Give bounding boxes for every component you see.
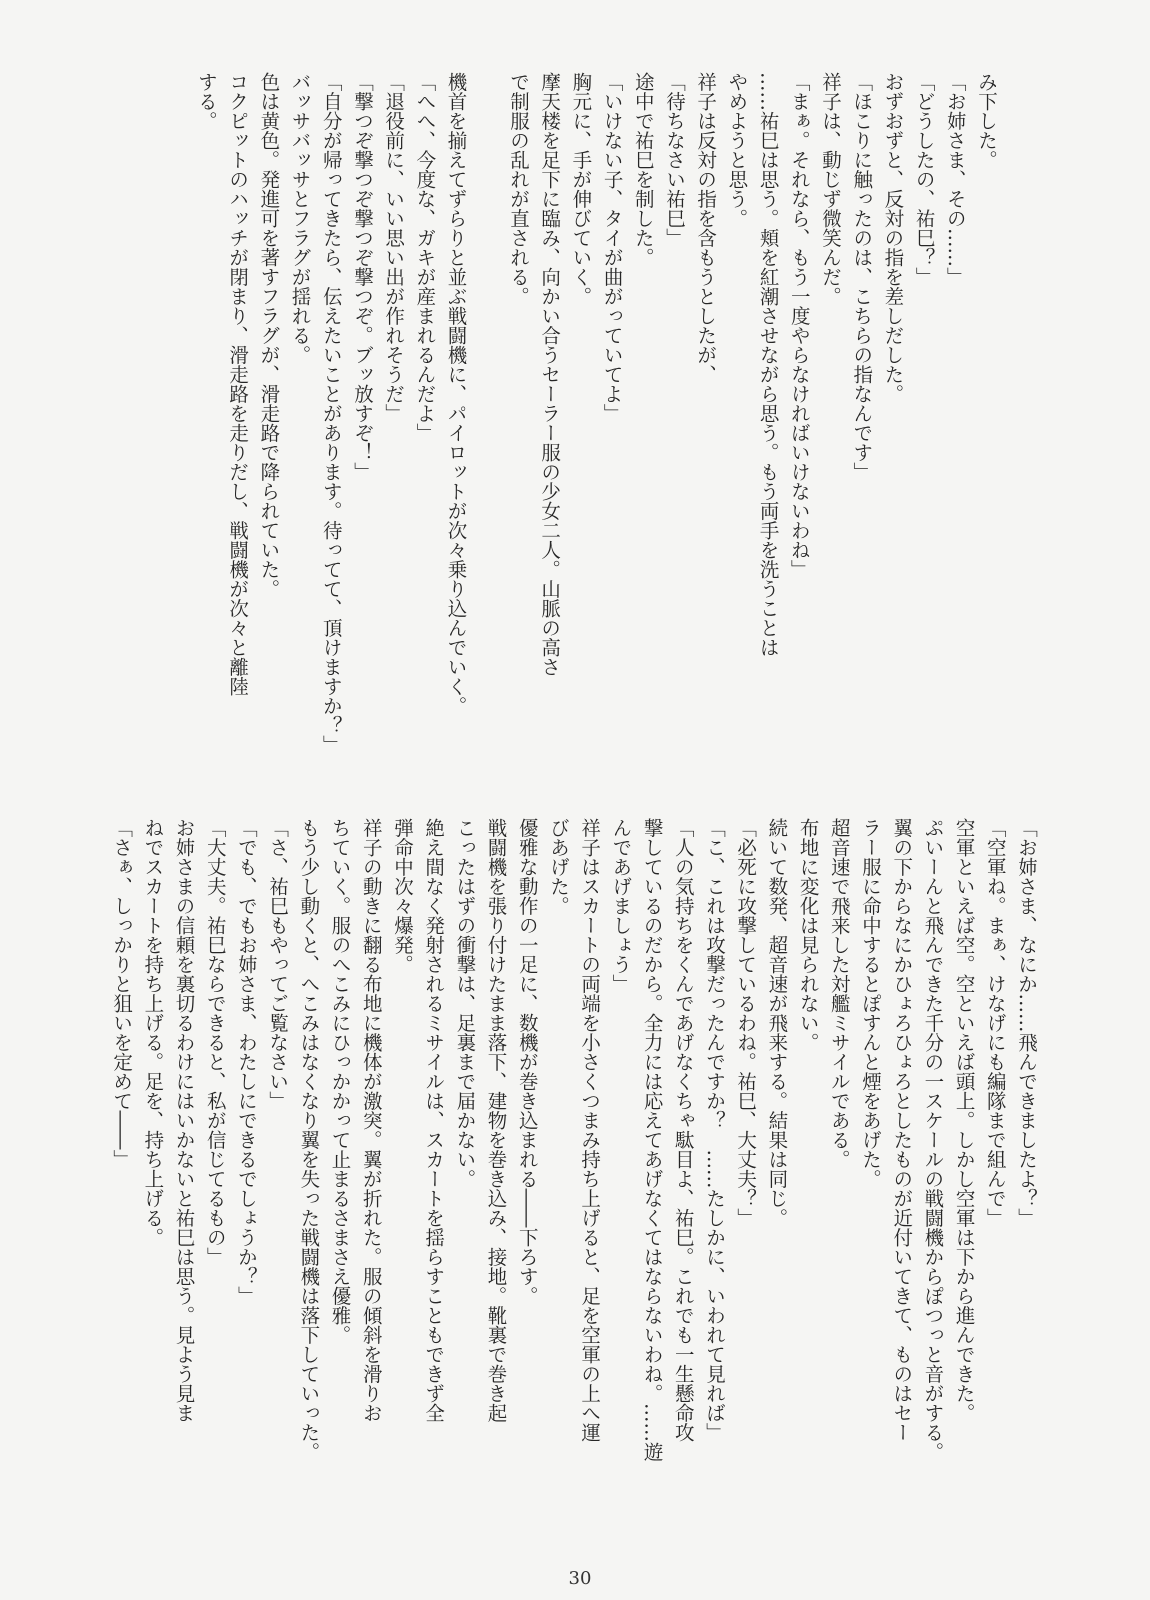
text-line: 祥子の動きに翻る布地に機体が激突。翼が折れた。服の傾斜を滑りお [359,818,383,1423]
text-line: 翼の下からなにかひょろひょろとしたものが近付いてきて、ものはセー [890,818,914,1442]
text-line: 「待ちなさい祐巳」 [662,72,686,248]
text-line: びあげた。 [546,818,570,916]
text-line [472,72,503,762]
text-line: おずおずと、反対の指を差しだした。 [881,72,905,404]
text-line: 続いて数発、超音速が飛来する。結果は同じ。 [765,818,789,1228]
text-line: 弾命中次々爆発。 [390,818,414,974]
text-line: 「人の気持ちをくんであげなくちゃ駄目よ、祐巳。これでも一生懸命攻 [671,818,695,1442]
text-line: 色は黄色。発進可を著すフラグが、滑走路で降られていた。 [257,72,281,599]
text-line: 「お姉さま、なにか……飛んできましたよ？」 [1015,818,1038,1228]
text-line: 撃しているのだから。全力には応えてあげなくてはならないわね。……遊 [640,818,664,1462]
text-line: もう少し動くと、へこみはなくなり翼を失った戦闘機は落下していった。 [297,818,321,1462]
text-line: こったはずの衝撃は、足裏まで届かない。 [453,818,477,1189]
text-line: ちていく。服のへこみにひっかかって止まるさまさえ優雅。 [328,818,352,1345]
text-line: 「自分が帰ってきたら、伝えたいことがあります。待ってて、頂けますか？」 [319,72,343,755]
text-block-bottom [110,818,1042,1538]
text-block-top [130,72,1002,762]
text-line: 「まぁ。それなら、もう一度やらなければいけないわね」 [787,72,811,579]
text-line: 「どうしたの、祐巳？」 [912,72,936,287]
text-line: 祥子は反対の指を含もうとしたが、 [694,72,718,384]
text-line: 「空軍ね。まぁ、けなげにも編隊まで組んで」 [983,818,1007,1228]
text-line: 超音速で飛来した対艦ミサイルである。 [827,818,851,1169]
text-line: 「いけない子、タイが曲がっていてよ」 [600,72,624,423]
text-line: 優雅な動作の一足に、数機が巻き込まれる――下ろす。 [515,818,539,1306]
text-line: 「ほこりに触ったのは、こちらの指なんです」 [850,72,874,482]
text-line: コクピットのハッチが閉まり、滑走路を走りだし、戦闘機が次々と離陸 [226,72,250,696]
page-number: 30 [568,1568,592,1589]
text-line: で制服の乱れが直される。 [506,72,530,306]
text-line: 「撃つぞ撃つぞ撃つぞ撃つぞ。ブッ放すぞ！」 [350,72,374,482]
text-line: 布地に変化は見られない。 [796,818,820,1052]
text-line: ラー服に命中するとぽすんと煙をあげた。 [858,818,882,1189]
text-line: 機首を揃えてずらりと並ぶ戦闘機に、パイロットが次々乗り込んでいく。 [444,72,468,716]
text-line: 「必死に攻撃しているわね。祐巳、大丈夫？」 [734,818,758,1228]
text-line: バッサバッサとフラグが揺れる。 [288,72,312,365]
text-line: やめようと思う。 [725,72,749,228]
text-line: 祥子はスカートの両端を小さくつまみ持ち上げると、足を空軍の上へ運 [578,818,602,1442]
text-line: する。 [194,72,218,131]
text-line: 「さぁ、しっかりと狙いを定めて――」 [110,818,134,1169]
text-line: ねでスカートを持ち上げる。足を、持ち上げる。 [141,818,165,1247]
text-line: 「へへ、今度な、ガキが産まれるんだよ」 [413,72,437,443]
text-line: 「退役前に、いい思い出が作れそうだ」 [382,72,406,423]
text-line: 絶え間なく発射されるミサイルは、スカートを揺らすこともできず全 [422,818,446,1423]
text-line: ……祐巳は思う。頬を紅潮させながら思う。もう両手を洗うことは [756,72,780,657]
text-line: 「大丈夫。祐巳ならできると、私が信じてるもの」 [203,818,227,1267]
text-line: み下した。 [975,72,998,170]
text-line: 戦闘機を張り付けたまま落下、建物を巻き込み、接地。靴裏で巻き起 [484,818,508,1423]
text-line: 途中で祐巳を制した。 [631,72,655,267]
text-line: 摩天楼を足下に臨み、向かい合うセーラー服の少女二人。山脈の高さ [538,72,562,677]
text-line: 「さ、祐巳もやってご覧なさい」 [266,818,290,1111]
text-line: 胸元に、手が伸びていく。 [569,72,593,306]
text-line: 祥子は、動じず微笑んだ。 [818,72,842,306]
text-line: んであげましょう」 [609,818,633,994]
text-line: 「でも、でもお姉さま、わたしにできるでしょうか？」 [234,818,258,1306]
text-line: 「お姉さま、その……」 [943,72,967,287]
text-line: ぷいーんと飛んできた千分の一スケールの戦闘機からぽつっと音がする。 [921,818,945,1462]
text-line: 「こ、これは攻撃だったんですか？ ……たしかに、いわれて見れば」 [702,818,726,1442]
text-line: 空軍といえば空。空といえば頭上。しかし空軍は下から進んできた。 [952,818,976,1423]
text-line: お姉さまの信頼を裏切るわけにはいかないと祐巳は思う。見よう見ま [172,818,196,1423]
